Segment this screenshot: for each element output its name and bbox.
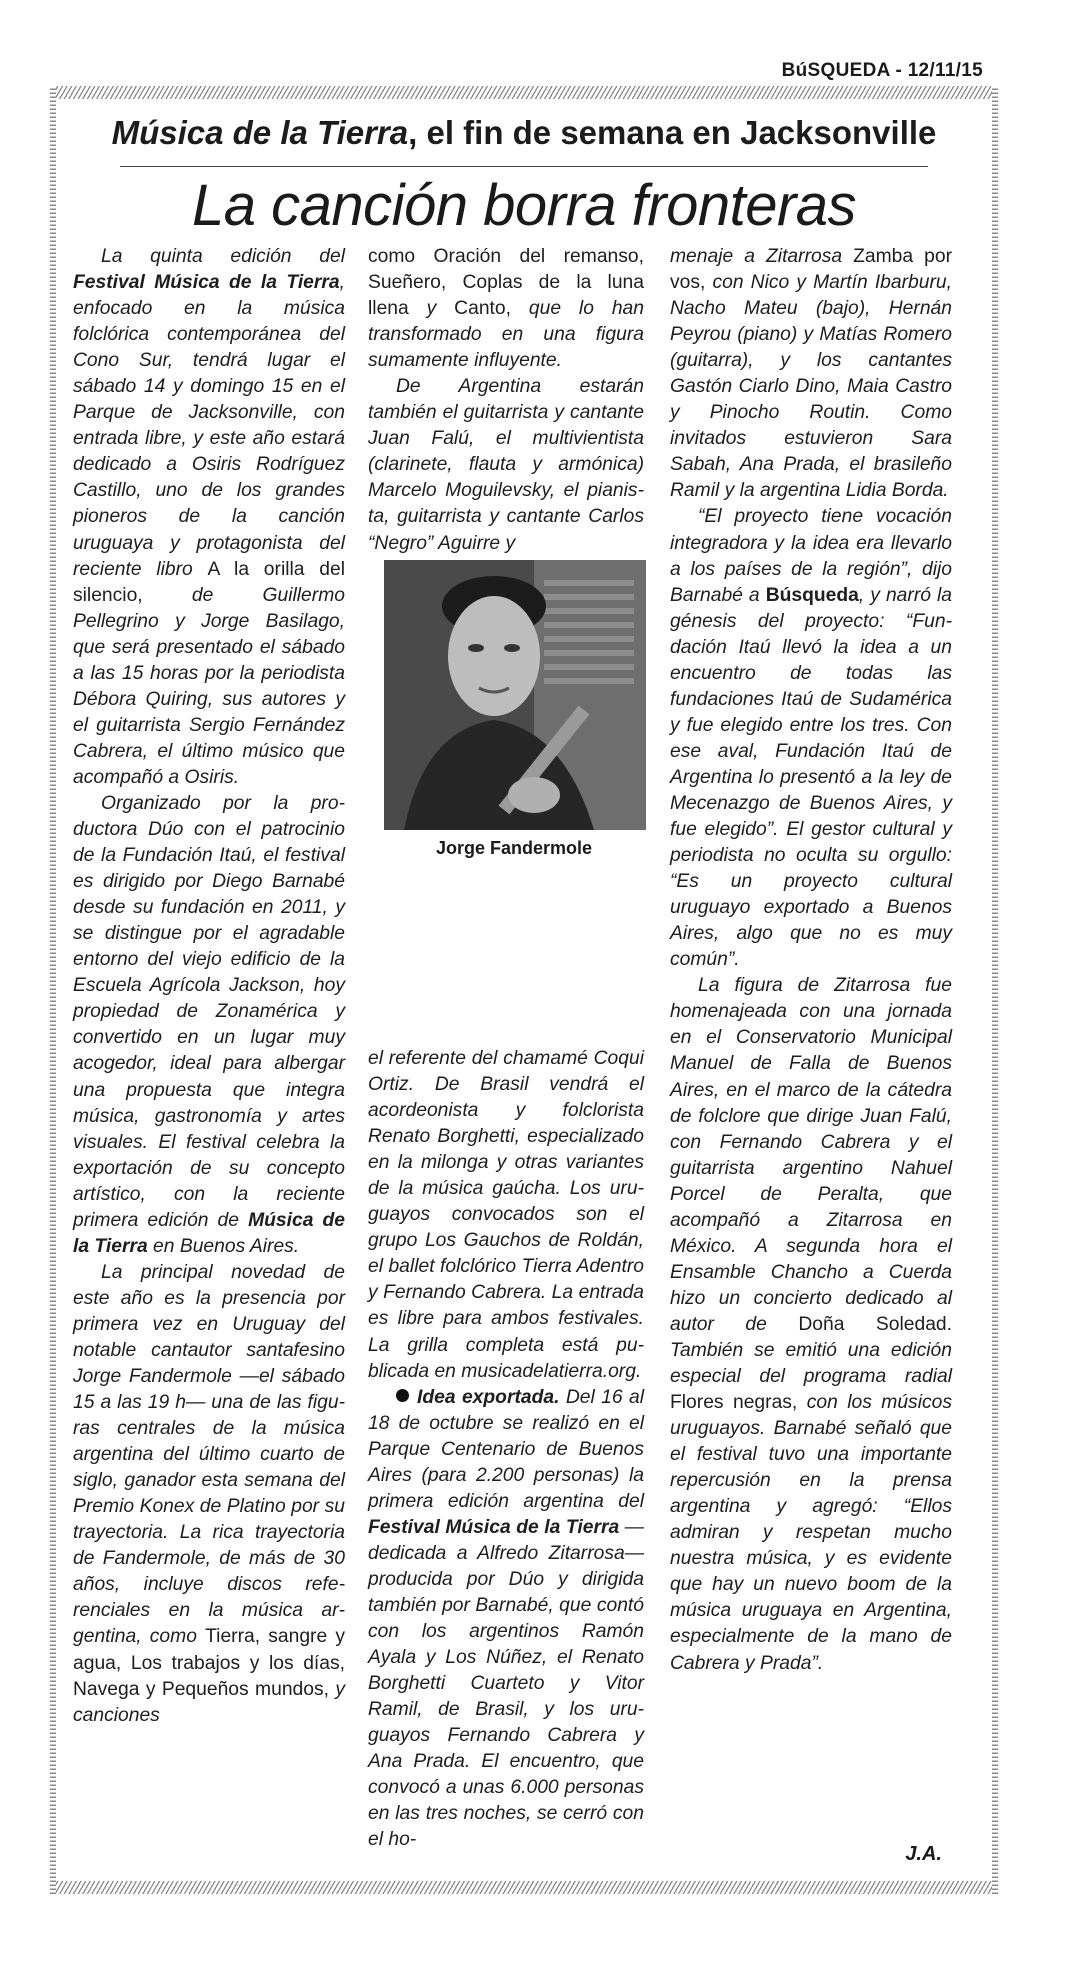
text: con los músicos uruguayos. Barnabé señaló que el festival tuvo una importante repercusión en la prensa argentina y agregó: “Ellos admiran y respetan mucho nuestra música, y es evidente que hay un nuevo boom de la música uruguaya en Argentina, especialmente de la mano de Cabrera y Prada”. xyxy=(670,1392,952,1674)
col3-paragraph-3 xyxy=(670,973,952,1676)
col3-paragraph-2 xyxy=(670,504,952,973)
song-titles: como Oración del remanso, Sueñero, Coplas de la luna llena xyxy=(368,246,644,320)
song-title: Zamba por vos, xyxy=(670,246,953,294)
subhead-bold: Idea exportada. xyxy=(417,1386,560,1408)
radio-program-title: Flores negras, xyxy=(670,1392,798,1414)
text: “El proyecto tiene vocación integradora y la idea era llevarlo a los países de la región”, dijo Barnabé a xyxy=(670,506,952,606)
text: que lo han transformado en una figura sumamente influyente. xyxy=(368,298,644,372)
festival-name-bold: Festival Música de la Tierra xyxy=(368,1516,620,1538)
text: La principal novedad de este año es la presencia por primera vez en Uruguay del notable cantautor santafesino Jorge Fandermole —el sábado 15 a las 19 h— una de las figuras centrales de la música argentina del último cuarto de siglo, ganador esta semana del Premio Konex de Platino por su trayectoria. La rica trayectoria de Fandermole, de más de 30 años, incluye discos referenciales en la música argentina, como xyxy=(73,1261,345,1648)
festival-name-bold: Festival Música de la Tierra xyxy=(73,272,340,294)
song-title: Doña Soledad. xyxy=(798,1313,953,1335)
masthead-date: BúSQUEDA - 12/11/15 xyxy=(781,60,983,81)
text: y xyxy=(408,298,455,320)
column-2-top xyxy=(368,244,644,557)
text: en Buenos Aires. xyxy=(147,1235,300,1257)
col2-paragraph-1 xyxy=(368,244,644,374)
festival-name-bold: Música de la Tierra xyxy=(73,1209,345,1257)
author-signature: J.A. xyxy=(905,1843,942,1865)
col1-paragraph-2 xyxy=(73,791,345,1260)
bullet-icon xyxy=(396,1389,409,1402)
text: Del 16 al 18 de octubre se realizó en el Parque Centenario de Buenos Aires (para 2.200 personas) la primera edición argentina del xyxy=(368,1386,644,1512)
text: , y narró la génesis del proyecto: “Fundación Itaú llevó la idea a un encuentro de todas las fundaciones Itaú de Sudamérica y fue elegido entre los tres. Con ese aval, Fundación Itaú de Argentina lo presentó a la ley de Mecenazgo de Buenos Aires, y fue elegido”. El gestor cultural y periodista no oculta su orgullo: “Es un proyecto cultural uruguayo exportado a Buenos Aires, algo que no es muy común”. xyxy=(670,584,952,971)
text: —dedicada a Alfredo Zitarrosa— producida por Dúo y dirigida también por Barnabé, que contó con los argentinos Ramón Ayala y Los Núñez, el Renato Borghetti Cuarteto y Vitor Ramil, de Brasil, y los uruguayos Fernando Cabrera y Ana Prada. El encuentro, que convocó a unas 6.000 personas en las tres noches, se cerró con el ho- xyxy=(368,1516,644,1851)
book-title: A la orilla del silencio, xyxy=(73,558,345,606)
kicker-italic: Música de la Tierra xyxy=(111,114,409,151)
song-title: Canto, xyxy=(454,298,511,320)
article-frame xyxy=(50,86,998,1894)
kicker xyxy=(74,114,974,152)
col2-paragraph-4 xyxy=(368,1385,644,1854)
headline: La canción borra fronteras xyxy=(191,173,857,238)
text: La figura de Zitarrosa fue homenajeada con una jornada en el Conservatorio Municipal Manuel de Falla de Buenos Aires, en el marco de la cátedra de folclore que dirige Juan Falú, con Fernando Cabrera y el guitarrista argentino Nahuel Porcel de Peralta, que acompañó a Zitarrosa en México. A segunda hora el Ensamble Chancho a Cuerda hizo un concierto dedicado al autor de xyxy=(670,975,952,1335)
column-2-bottom xyxy=(368,1046,644,1853)
text: También se emitió una edición especial del programa radial xyxy=(670,1339,952,1388)
portrait-image xyxy=(384,560,646,830)
photo-caption: Jorge Fandermole xyxy=(435,838,593,858)
publication-name-bold: Búsqueda xyxy=(765,584,859,606)
text: con Nico y Martín Ibarburu, Nacho Mateu (bajo), Hernán Peyrou (piano) y Matías Romero (guitarra), y los cantantes Gastón Ciarlo Dino, Maia Castro y Pinocho Routin. Como invitados estuvieron Sara Sabah, Ana Prada, el brasileño Ramil y la argentina Lidia Borda. xyxy=(670,272,952,502)
text: y canciones xyxy=(73,1678,346,1726)
text: , enfocado en la música folclórica contemporánea del Cono Sur, tendrá lugar el sábado 14 y domingo 15 en el Parque de Jacksonville, con entrada libre, y este año estará dedicado a Osiris Rodríguez Castillo, uno de los grandes pioneros de la canción uruguaya y protagonista del reciente libro xyxy=(73,272,345,580)
column-3 xyxy=(670,244,952,1677)
hatched-border-bottom xyxy=(50,1881,998,1894)
col2-paragraph-3: el referente del chamamé Coqui Ortiz. De Brasil vendrá el acordeonista y folclorista Renato Borghetti, especializado en la milonga y otras variantes de la música gaúcha. Los uruguayos convocados son el grupo Los Gauchos de Roldán, el ballet folclórico Tierra Adentro y Fernando Cabrera. La entrada es libre para ambos festivales. La grilla completa está publicada en musicadelatierra.org. xyxy=(368,1048,644,1382)
text: La quinta edición del xyxy=(101,246,345,267)
col1-paragraph-1 xyxy=(73,244,345,791)
kicker-rest: , el fin de semana en Jacksonville xyxy=(408,114,937,151)
hatched-border-top xyxy=(50,86,998,99)
hatched-border-right xyxy=(992,86,998,1894)
text: menaje a Zitarrosa xyxy=(670,246,854,267)
album-titles: Tierra, sangre y agua, Los trabajos y los días, Navega y Pequeños mundos, xyxy=(73,1626,345,1700)
text: de Guillermo Pellegrino y Jorge Basilago, que será presentado el sábado a las 15 horas por la periodista Débora Quiring, sus autores y el guitarrista Sergio Fernández Cabrera, el último músico que acompañó a Osiris. xyxy=(73,584,345,788)
portrait-photo xyxy=(384,560,646,830)
text: Organizado por la productora Dúo con el patrocinio de la Fundación Itaú, el festival es dirigido por Diego Barnabé desde su fundación en 2011, y se distingue por el agradable entorno del viejo edificio de la Escuela Agrícola Jackson, hoy propiedad de Zonamérica y convertido en un lugar muy acogedor, ideal para albergar una propuesta que integra música, gastronomía y artes visuales. El festival celebra la exportación de su concepto artístico, con la reciente primera edición de xyxy=(73,792,345,1231)
col2-paragraph-2: De Argentina estarán también el guitarrista y cantante Juan Falú, el multivientista (clarinete, flauta y armónica) Marcelo Moguilevsky, el pianista, guitarrista y cantante Carlos “Negro” Aguirre y xyxy=(368,376,644,554)
kicker-rule xyxy=(120,166,928,167)
column-1 xyxy=(73,244,345,1729)
col1-paragraph-3 xyxy=(73,1260,345,1729)
hatched-border-left xyxy=(50,86,56,1894)
col3-paragraph-1 xyxy=(670,244,952,504)
